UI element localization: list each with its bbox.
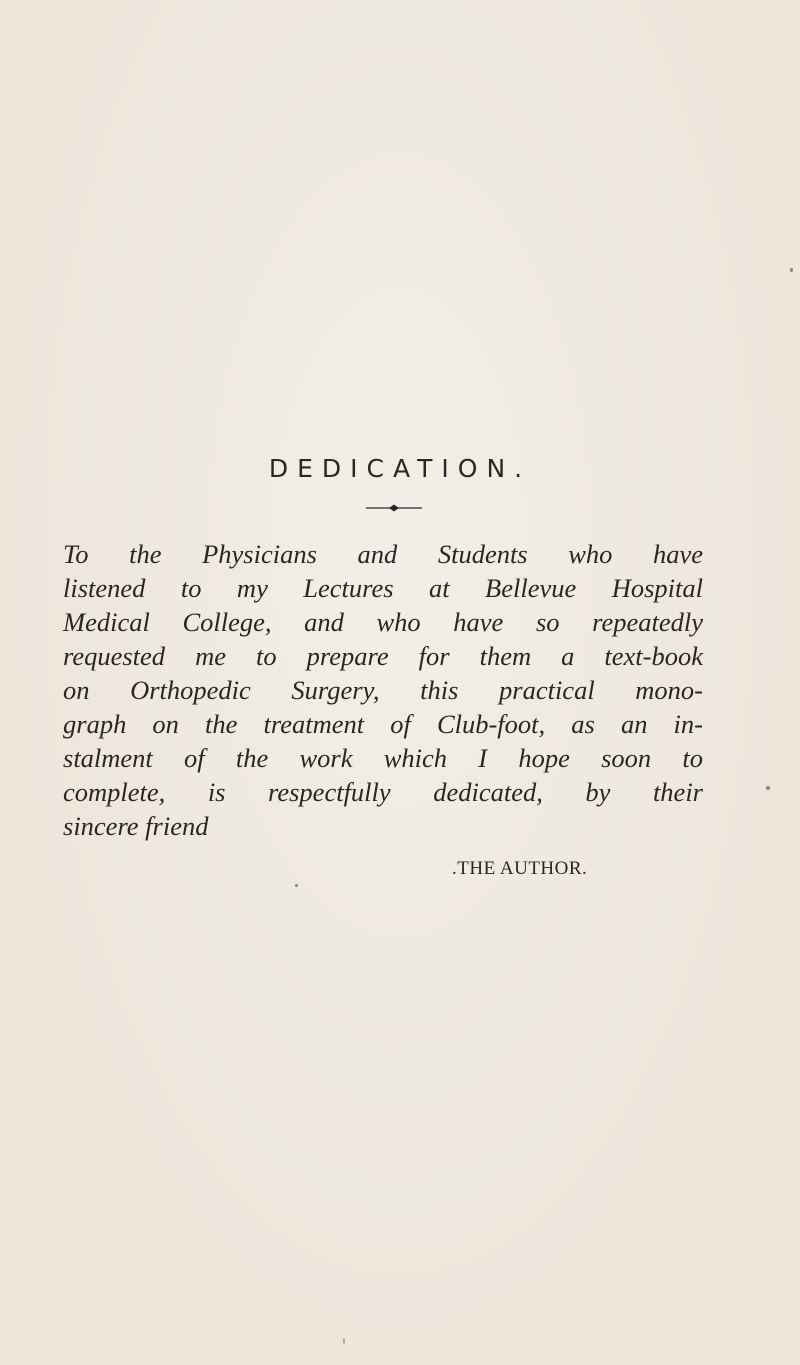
paper-speck: [295, 884, 298, 887]
dedication-line: complete, is respectfully dedicated, by their: [63, 777, 703, 807]
dedication-line: requested me to prepare for them a text-book: [63, 641, 703, 671]
dedication-line: on Orthopedic Surgery, this practical mono-: [63, 675, 703, 705]
paper-speck: [790, 268, 793, 272]
signature: .THE AUTHOR.: [452, 858, 588, 879]
dedication-line: Medical College, and who have so repeatedly: [63, 607, 703, 637]
dedication-text: [63, 537, 703, 843]
dedication-heading: DEDICATION.: [268, 454, 532, 483]
dedication-line: graph on the treatment of Club-foot, as an in-: [63, 709, 703, 739]
dedication-line: listened to my Lectures at Bellevue Hospital: [63, 573, 703, 603]
dedication-line: sincere friend: [63, 811, 209, 841]
dedication-line: stalment of the work which I hope soon to: [63, 743, 703, 773]
paper-speck: [766, 786, 770, 790]
ornament-divider: [366, 503, 422, 513]
dedication-line: To the Physicians and Students who have: [63, 539, 703, 569]
paper-speck: [343, 1338, 345, 1344]
